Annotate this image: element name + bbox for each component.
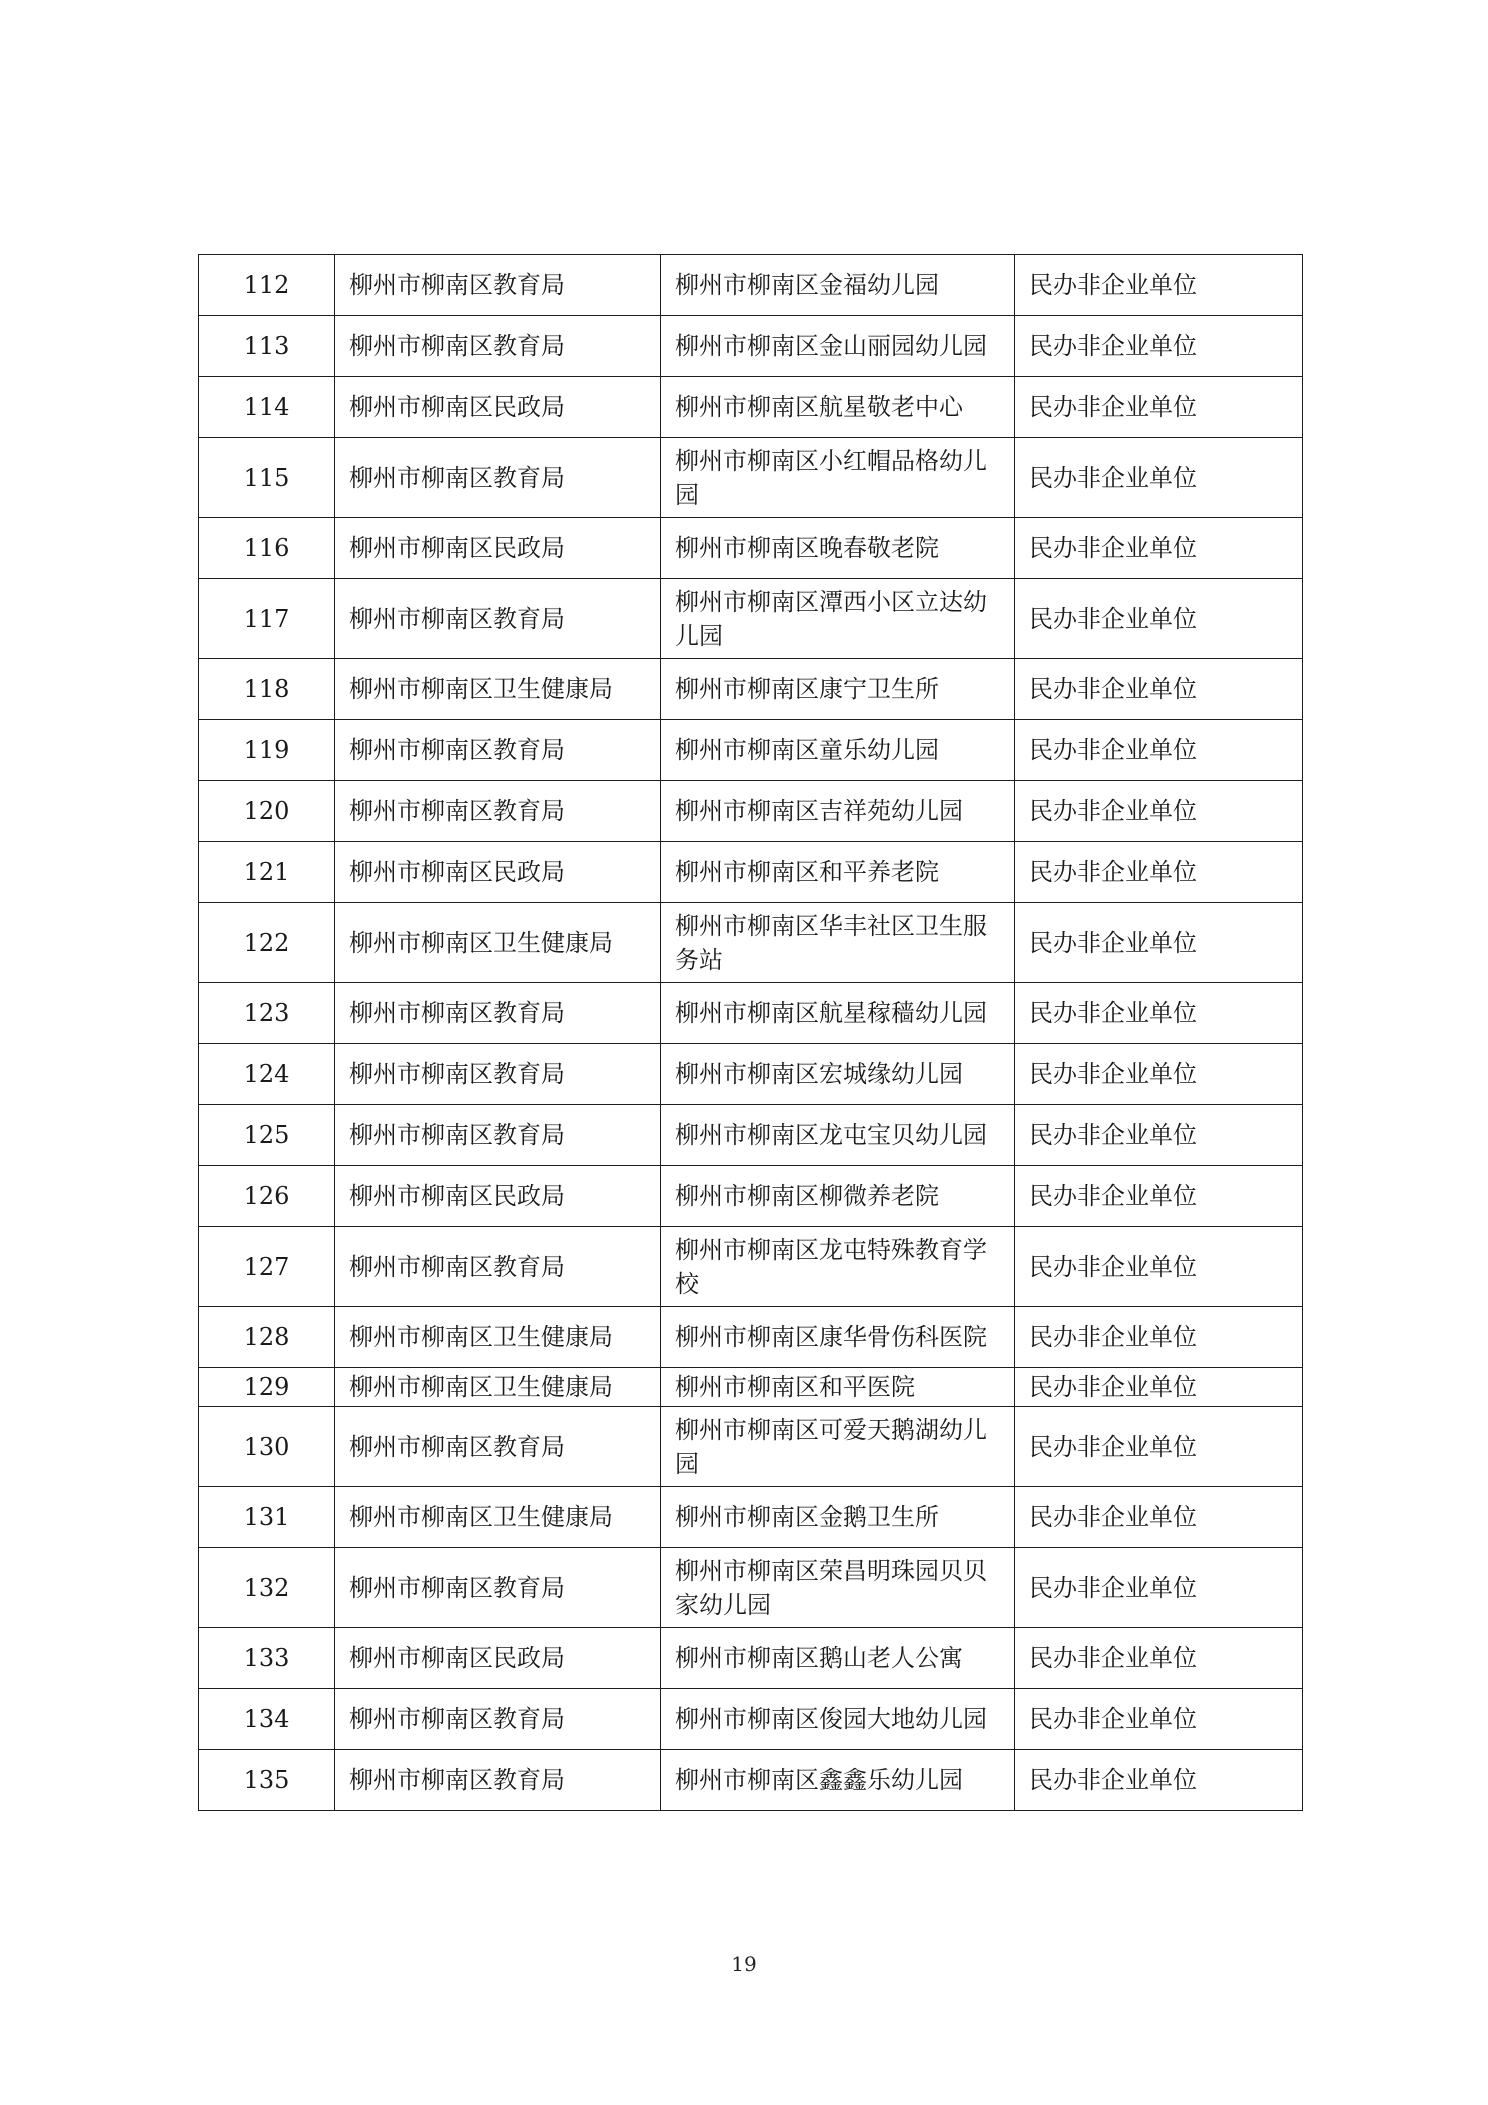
table-row [199,1227,1303,1307]
organization-name: 柳州市柳南区康华骨伤科医院 [661,1307,1015,1368]
table-row [199,842,1303,903]
row-number: 135 [199,1750,335,1811]
supervising-department: 柳州市柳南区教育局 [335,1689,661,1750]
row-number: 112 [199,255,335,316]
organization-name: 柳州市柳南区和平养老院 [661,842,1015,903]
organization-name: 柳州市柳南区柳微养老院 [661,1166,1015,1227]
row-number: 124 [199,1044,335,1105]
organization-name: 柳州市柳南区航星稼穑幼儿园 [661,983,1015,1044]
supervising-department: 柳州市柳南区民政局 [335,518,661,579]
organization-type: 民办非企业单位 [1015,1689,1303,1750]
table-row [199,903,1303,983]
row-number: 126 [199,1166,335,1227]
organization-type: 民办非企业单位 [1015,983,1303,1044]
table-row [199,377,1303,438]
organization-name: 柳州市柳南区宏城缘幼儿园 [661,1044,1015,1105]
row-number: 118 [199,659,335,720]
supervising-department: 柳州市柳南区教育局 [335,781,661,842]
table-row [199,1750,1303,1811]
page-number: 19 [731,1952,757,1976]
row-number: 129 [199,1368,335,1407]
row-number: 115 [199,438,335,518]
table-row [199,1307,1303,1368]
row-number: 131 [199,1487,335,1548]
organization-type: 民办非企业单位 [1015,1307,1303,1368]
row-number: 122 [199,903,335,983]
organization-name: 柳州市柳南区华丰社区卫生服务站 [661,903,1015,983]
supervising-department: 柳州市柳南区教育局 [335,1227,661,1307]
organization-type: 民办非企业单位 [1015,1368,1303,1407]
supervising-department: 柳州市柳南区教育局 [335,1044,661,1105]
organization-name: 柳州市柳南区龙屯宝贝幼儿园 [661,1105,1015,1166]
row-number: 132 [199,1548,335,1628]
table-row [199,1548,1303,1628]
supervising-department: 柳州市柳南区卫生健康局 [335,1487,661,1548]
organization-type: 民办非企业单位 [1015,518,1303,579]
organization-type: 民办非企业单位 [1015,316,1303,377]
row-number: 130 [199,1407,335,1487]
organization-name: 柳州市柳南区童乐幼儿园 [661,720,1015,781]
table-row [199,781,1303,842]
organization-name: 柳州市柳南区小红帽品格幼儿园 [661,438,1015,518]
organization-name: 柳州市柳南区荣昌明珠园贝贝家幼儿园 [661,1548,1015,1628]
organization-type: 民办非企业单位 [1015,255,1303,316]
table-row [199,983,1303,1044]
supervising-department: 柳州市柳南区民政局 [335,842,661,903]
organization-name: 柳州市柳南区吉祥苑幼儿园 [661,781,1015,842]
supervising-department: 柳州市柳南区教育局 [335,1750,661,1811]
organization-name: 柳州市柳南区可爱天鹅湖幼儿园 [661,1407,1015,1487]
row-number: 125 [199,1105,335,1166]
organization-name: 柳州市柳南区晚春敬老院 [661,518,1015,579]
organization-name: 柳州市柳南区鹅山老人公寓 [661,1628,1015,1689]
organization-type: 民办非企业单位 [1015,1628,1303,1689]
supervising-department: 柳州市柳南区卫生健康局 [335,1368,661,1407]
organization-type: 民办非企业单位 [1015,903,1303,983]
table-row [199,1689,1303,1750]
supervising-department: 柳州市柳南区民政局 [335,1628,661,1689]
organization-type: 民办非企业单位 [1015,1044,1303,1105]
organization-name: 柳州市柳南区和平医院 [661,1368,1015,1407]
row-number: 123 [199,983,335,1044]
row-number: 117 [199,579,335,659]
row-number: 119 [199,720,335,781]
supervising-department: 柳州市柳南区卫生健康局 [335,659,661,720]
supervising-department: 柳州市柳南区民政局 [335,377,661,438]
organization-name: 柳州市柳南区康宁卫生所 [661,659,1015,720]
registry-table-container [198,254,1302,1811]
row-number: 113 [199,316,335,377]
supervising-department: 柳州市柳南区卫生健康局 [335,903,661,983]
organization-name: 柳州市柳南区鑫鑫乐幼儿园 [661,1750,1015,1811]
table-row [199,1407,1303,1487]
supervising-department: 柳州市柳南区教育局 [335,983,661,1044]
organization-type: 民办非企业单位 [1015,1548,1303,1628]
organization-name: 柳州市柳南区航星敬老中心 [661,377,1015,438]
table-row [199,720,1303,781]
table-row [199,255,1303,316]
row-number: 127 [199,1227,335,1307]
table-row [199,518,1303,579]
supervising-department: 柳州市柳南区教育局 [335,1548,661,1628]
organization-type: 民办非企业单位 [1015,1227,1303,1307]
table-row [199,659,1303,720]
table-row [199,316,1303,377]
supervising-department: 柳州市柳南区卫生健康局 [335,1307,661,1368]
row-number: 114 [199,377,335,438]
organization-type: 民办非企业单位 [1015,377,1303,438]
organization-type: 民办非企业单位 [1015,579,1303,659]
table-row [199,1166,1303,1227]
organization-type: 民办非企业单位 [1015,1166,1303,1227]
supervising-department: 柳州市柳南区民政局 [335,1166,661,1227]
organization-type: 民办非企业单位 [1015,1487,1303,1548]
table-row [199,1487,1303,1548]
organization-type: 民办非企业单位 [1015,720,1303,781]
table-row [199,1368,1303,1407]
supervising-department: 柳州市柳南区教育局 [335,255,661,316]
supervising-department: 柳州市柳南区教育局 [335,1407,661,1487]
organization-type: 民办非企业单位 [1015,1407,1303,1487]
registry-table [198,254,1303,1811]
organization-name: 柳州市柳南区俊园大地幼儿园 [661,1689,1015,1750]
organization-type: 民办非企业单位 [1015,842,1303,903]
organization-name: 柳州市柳南区金鹅卫生所 [661,1487,1015,1548]
organization-type: 民办非企业单位 [1015,1750,1303,1811]
table-row [199,579,1303,659]
organization-name: 柳州市柳南区金山丽园幼儿园 [661,316,1015,377]
row-number: 116 [199,518,335,579]
organization-type: 民办非企业单位 [1015,659,1303,720]
supervising-department: 柳州市柳南区教育局 [335,438,661,518]
table-row [199,438,1303,518]
organization-type: 民办非企业单位 [1015,1105,1303,1166]
organization-type: 民办非企业单位 [1015,781,1303,842]
table-row [199,1628,1303,1689]
row-number: 133 [199,1628,335,1689]
table-row [199,1105,1303,1166]
supervising-department: 柳州市柳南区教育局 [335,579,661,659]
row-number: 134 [199,1689,335,1750]
row-number: 121 [199,842,335,903]
table-row [199,1044,1303,1105]
organization-type: 民办非企业单位 [1015,438,1303,518]
supervising-department: 柳州市柳南区教育局 [335,1105,661,1166]
row-number: 120 [199,781,335,842]
organization-name: 柳州市柳南区龙屯特殊教育学校 [661,1227,1015,1307]
supervising-department: 柳州市柳南区教育局 [335,720,661,781]
organization-name: 柳州市柳南区潭西小区立达幼儿园 [661,579,1015,659]
supervising-department: 柳州市柳南区教育局 [335,316,661,377]
organization-name: 柳州市柳南区金福幼儿园 [661,255,1015,316]
row-number: 128 [199,1307,335,1368]
